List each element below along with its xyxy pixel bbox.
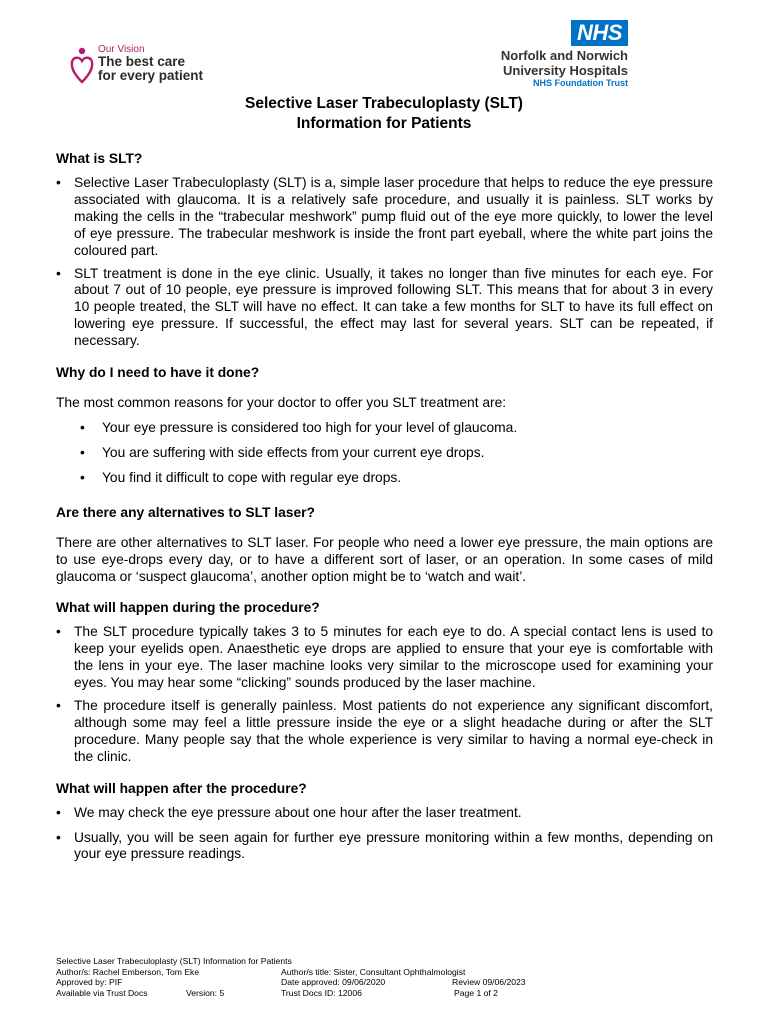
section-heading-after: What will happen after the procedure? [56, 780, 307, 796]
footer-review: Review 09/06/2023 [452, 977, 526, 988]
document-title [0, 94, 768, 134]
our-vision-label: Our Vision [98, 44, 145, 55]
section-heading-why: Why do I need to have it done? [56, 365, 260, 381]
list-item: • Selective Laser Trabeculoplasty (SLT) is a, simple laser procedure that helps to reduce the eye pressure associated with glaucoma. It is a relatively safe procedure, and usually it is painless. SLT works by making the cells in the “trabecular meshwork” pump fluid out of the eye more quickly, to lower the level of eye pressure. The trabecular meshwork is inside the front part eyeball, where the white part joins the coloured part. [56, 175, 713, 260]
list-item: • The procedure itself is generally painless. Most patients do not experience any significant discomfort, although some may feel a little pressure inside the eye or a slight headache during or after the SLT procedure. Many people say that the whole experience is very similar to having a normal eye-check in the clinic. [56, 698, 713, 766]
list-item: • Your eye pressure is considered too high for your level of glaucoma. [56, 420, 713, 437]
footer-author-titles: Author/s title: Sister, Consultant Ophthalmologist [281, 966, 466, 977]
section-heading-alternatives: Are there any alternatives to SLT laser? [56, 504, 315, 520]
list-item: • You are suffering with side effects from your current eye drops. [56, 445, 713, 462]
title-line-1: Selective Laser Trabeculoplasty (SLT) [245, 95, 523, 112]
footer-doc-title: Selective Laser Trabeculoplasty (SLT) Information for Patients [56, 956, 292, 966]
footer-available: Available via Trust Docs [56, 987, 148, 998]
section-heading-during: What will happen during the procedure? [56, 600, 320, 616]
document-body [56, 150, 713, 863]
trust-name-line-3: NHS Foundation Trust [533, 78, 628, 88]
during-list [56, 624, 713, 765]
footer-version: Version: 5 [186, 987, 225, 998]
why-list [56, 420, 713, 487]
document-footer [56, 956, 656, 998]
footer-trust-docs-id: Trust Docs ID: 12006 [281, 987, 362, 998]
alternatives-text: There are other alternatives to SLT laser. For people who need a lower eye pressure, the main options are to use eye-drops every day, or to have a different sort of laser, or an operation. In some cases of mild glaucoma or ‘suspect glaucoma’, another option might be to ‘watch and wait’. [56, 534, 713, 584]
tagline-line-2: for every patient [98, 68, 204, 83]
nhs-badge: NHS [571, 20, 628, 46]
why-intro: The most common reasons for your doctor to offer you SLT treatment are: [56, 395, 507, 411]
trust-name-line-2: University Hospitals [503, 63, 628, 78]
after-list [56, 805, 713, 864]
what-is-slt-list [56, 175, 713, 350]
footer-authors: Author/s: Rachel Emberson, Tom Eke [56, 966, 200, 977]
title-line-2: Information for Patients [296, 115, 472, 132]
footer-approved-by: Approved by: PIF [56, 977, 123, 988]
list-item: • The SLT procedure typically takes 3 to 5 minutes for each eye to do. A special contact lens is used to keep your eyelids open. Anaesthetic eye drops are applied to ensure that your eye is comfortable with the lens in your eye. The laser machine looks very similar to the microscope used for examining your eyes. You may hear some “clicking” sounds produced by the laser machine. [56, 624, 713, 692]
list-item: • Usually, you will be seen again for further eye pressure monitoring within a few months, depending on your eye pressure readings. [56, 830, 713, 864]
list-item: • You find it difficult to cope with regular eye drops. [56, 470, 713, 487]
nhs-trust-logo [468, 20, 628, 89]
list-item: • SLT treatment is done in the eye clinic. Usually, it takes no longer than five minutes for each eye. For about 7 out of 10 people, eye pressure is improved following SLT. This means that for about 3 in every 10 people treated, the SLT will have no effect. It can take a few months for SLT to have its full effect on lowering eye pressure. If successful, the effect may last for several years. SLT can be repeated, if necessary. [56, 266, 713, 351]
tagline-line-1: The best care [98, 54, 186, 69]
section-heading-what-is-slt: What is SLT? [56, 151, 143, 166]
trust-name-line-1: Norfolk and Norwich [500, 48, 628, 63]
list-item: • We may check the eye pressure about one hour after the laser treatment. [56, 805, 713, 822]
footer-date-approved: Date approved: 09/06/2020 [281, 977, 386, 988]
heart-person-icon [70, 46, 94, 84]
footer-page: Page 1 of 2 [454, 987, 498, 998]
our-vision-logo [70, 44, 203, 84]
